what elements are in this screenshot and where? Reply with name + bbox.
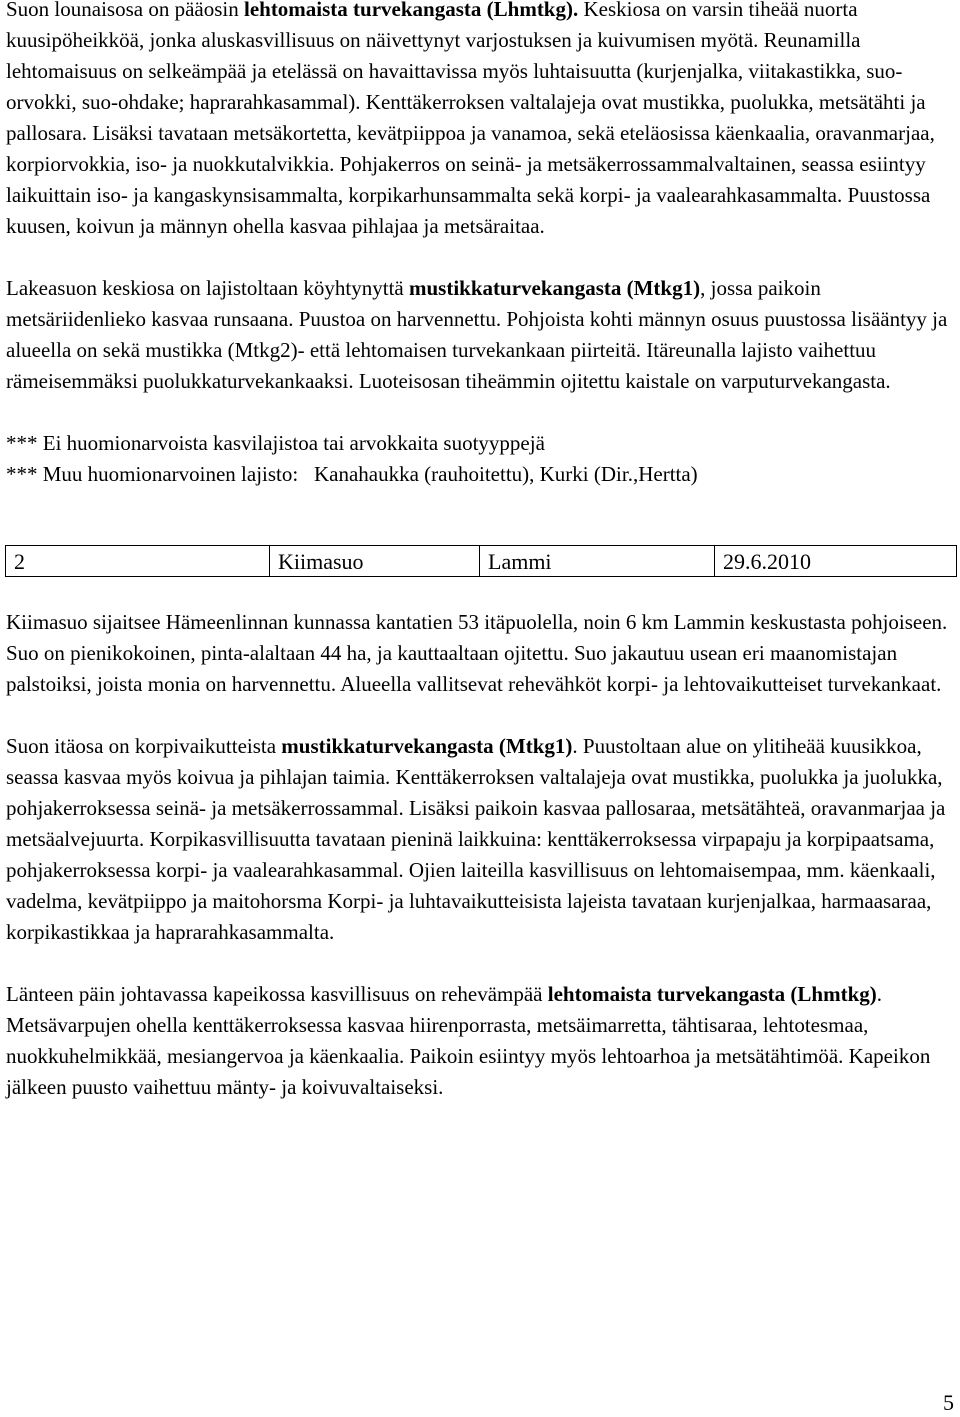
habitat-type-bold: mustikkaturvekangasta (Mtkg1) — [281, 734, 573, 758]
text-run: , jossa paikoin metsäriidenlieko kasvaa runsaana. Puustoa on harvennettu. Pohjoista kohti männyn osuus puustossa lisääntyy ja alueella on sekä mustikka (Mtkg2)- että lehtomaisen turvekankaan piirteitä. Itäreunalla lajisto vaihettuu rämeisemmäksi puolukkaturvekankaaksi. Luoteisosan tiheämmin ojitettu kaistale on varputurvekangasta. — [6, 276, 948, 393]
note-value: Kanahaukka (rauhoitettu), Kurki (Dir.,Hertta) — [313, 462, 698, 486]
page-number: 5 — [943, 1390, 954, 1415]
text-run: . Metsävarpujen ohella kenttäkerroksessa kasvaa hiirenporrasta, metsäimarretta, tähtisaraa, lehtotesmaa, nuokkuhelmikkää, mesiangervoa ja käenkaalia. Paikoin esiintyy myös lehtoarhoa ja metsätähtimöä. Kapeikon jälkeen puusto vaihettuu mänty- ja koivuvaltaiseksi. — [6, 982, 931, 1099]
site-municipality-cell: Lammi — [480, 546, 715, 577]
habitat-type-bold: lehtomaista turvekangasta (Lhmtkg) — [547, 982, 877, 1006]
note-line-2 — [6, 459, 956, 490]
document-page — [6, 0, 956, 1103]
habitat-type-bold: lehtomaista turvekangasta (Lhmtkg). — [243, 0, 579, 21]
text-run: . Puustoltaan alue on ylitiheää kuusikkoa, seassa kasvaa myös koivua ja pihlajan taimia. Kenttäkerroksen valtalajeja ovat mustikka, puolukka ja juolukka, pohjakerroksessa seinä- ja metsäkerrossammal. Lisäksi paikoin kasvaa pallosaraa, metsätähteä, oravanmarjaa ja metsäalvejuurta. Korpikasvillisuutta tavataan pieninä laikkuina: kenttäkerroksessa virpapaju ja korpipaatsama, pohjakerroksessa korpi- ja vaalearahkasammal. Ojien laiteilla kasvillisuus on lehtomaisempaa, mm. käenkaali, vadelma, kevätpiippo ja maitohorsma Korpi- ja luhtavaikutteisista lajeista tavataan kurjenjalkaa, harmaasaraa, korpikastikkaa ja haprarahkasammalta. — [6, 734, 946, 944]
site-header-table — [5, 545, 957, 577]
text-run: Suon lounaisosa on pääosin — [6, 0, 244, 21]
text-run: Suon itäosa on korpivaikutteista — [6, 734, 282, 758]
site-paragraph-1: Kiimasuo sijaitsee Hämeenlinnan kunnassa kantatien 53 itäpuolella, noin 6 km Lammin keskustasta pohjoiseen. Suo on pienikokoinen, pinta-alaltaan 44 ha, ja kauttaaltaan ojitettu. Suo jakautuu usean eri maanomistajan palstoiksi, joista monia on harvennettu. Alueella vallitsevat rehevähköt korpi- ja lehtovaikutteiset turvekankaat. — [6, 610, 948, 696]
site-date-cell: 29.6.2010 — [715, 546, 957, 577]
text-run: Länteen päin johtavassa kapeikossa kasvillisuus on rehevämpää — [6, 982, 548, 1006]
intro-paragraph-2 — [6, 273, 956, 397]
table-row — [6, 546, 957, 577]
habitat-type-bold: mustikkaturvekangasta (Mtkg1) — [409, 276, 701, 300]
note-line-1: *** Ei huomionarvoista kasvilajistoa tai arvokkaita suotyyppejä — [6, 431, 545, 455]
text-run: Keskiosa on varsin tiheää nuorta kuusipöheikköä, jonka aluskasvillisuus on näivettynyt varjostuksen ja kuivumisen myötä. Reunamilla lehtomaisuus on selkeämpää ja etelässä on havaittavissa myös luhtaisuutta (kurjenjalka, viitakastikka, suo-orvokki, suo-ohdake; haprarahkasammal). Kenttäkerroksen valtalajeja ovat mustikka, puolukka, metsätähti ja pallosara. Lisäksi tavataan metsäkortetta, kevätpiippoa ja vanamoa, sekä eteläosissa käenkaalia, oravanmarjaa, korpiorvokkia, iso- ja nuokkutalvikkia. Pohjakerros on seinä- ja metsäkerrossammalvaltainen, seassa esiintyy laikuittain iso- ja kangaskynsisammalta, korpikarhunsammalta sekä korpi- ja vaalearahkasammalta. Puustossa kuusen, koivun ja männyn ohella kasvaa pihlajaa ja metsäraitaa. — [6, 0, 935, 238]
intro-paragraph-1 — [6, 0, 956, 242]
site-name-cell: Kiimasuo — [270, 546, 480, 577]
note-label: *** Muu huomionarvoinen lajisto: — [6, 462, 299, 486]
site-paragraph-3 — [6, 979, 956, 1103]
text-run: Lakeasuon keskiosa on lajistoltaan köyhtynyttä — [6, 276, 409, 300]
site-paragraph-2 — [6, 731, 956, 948]
site-number-cell: 2 — [6, 546, 270, 577]
